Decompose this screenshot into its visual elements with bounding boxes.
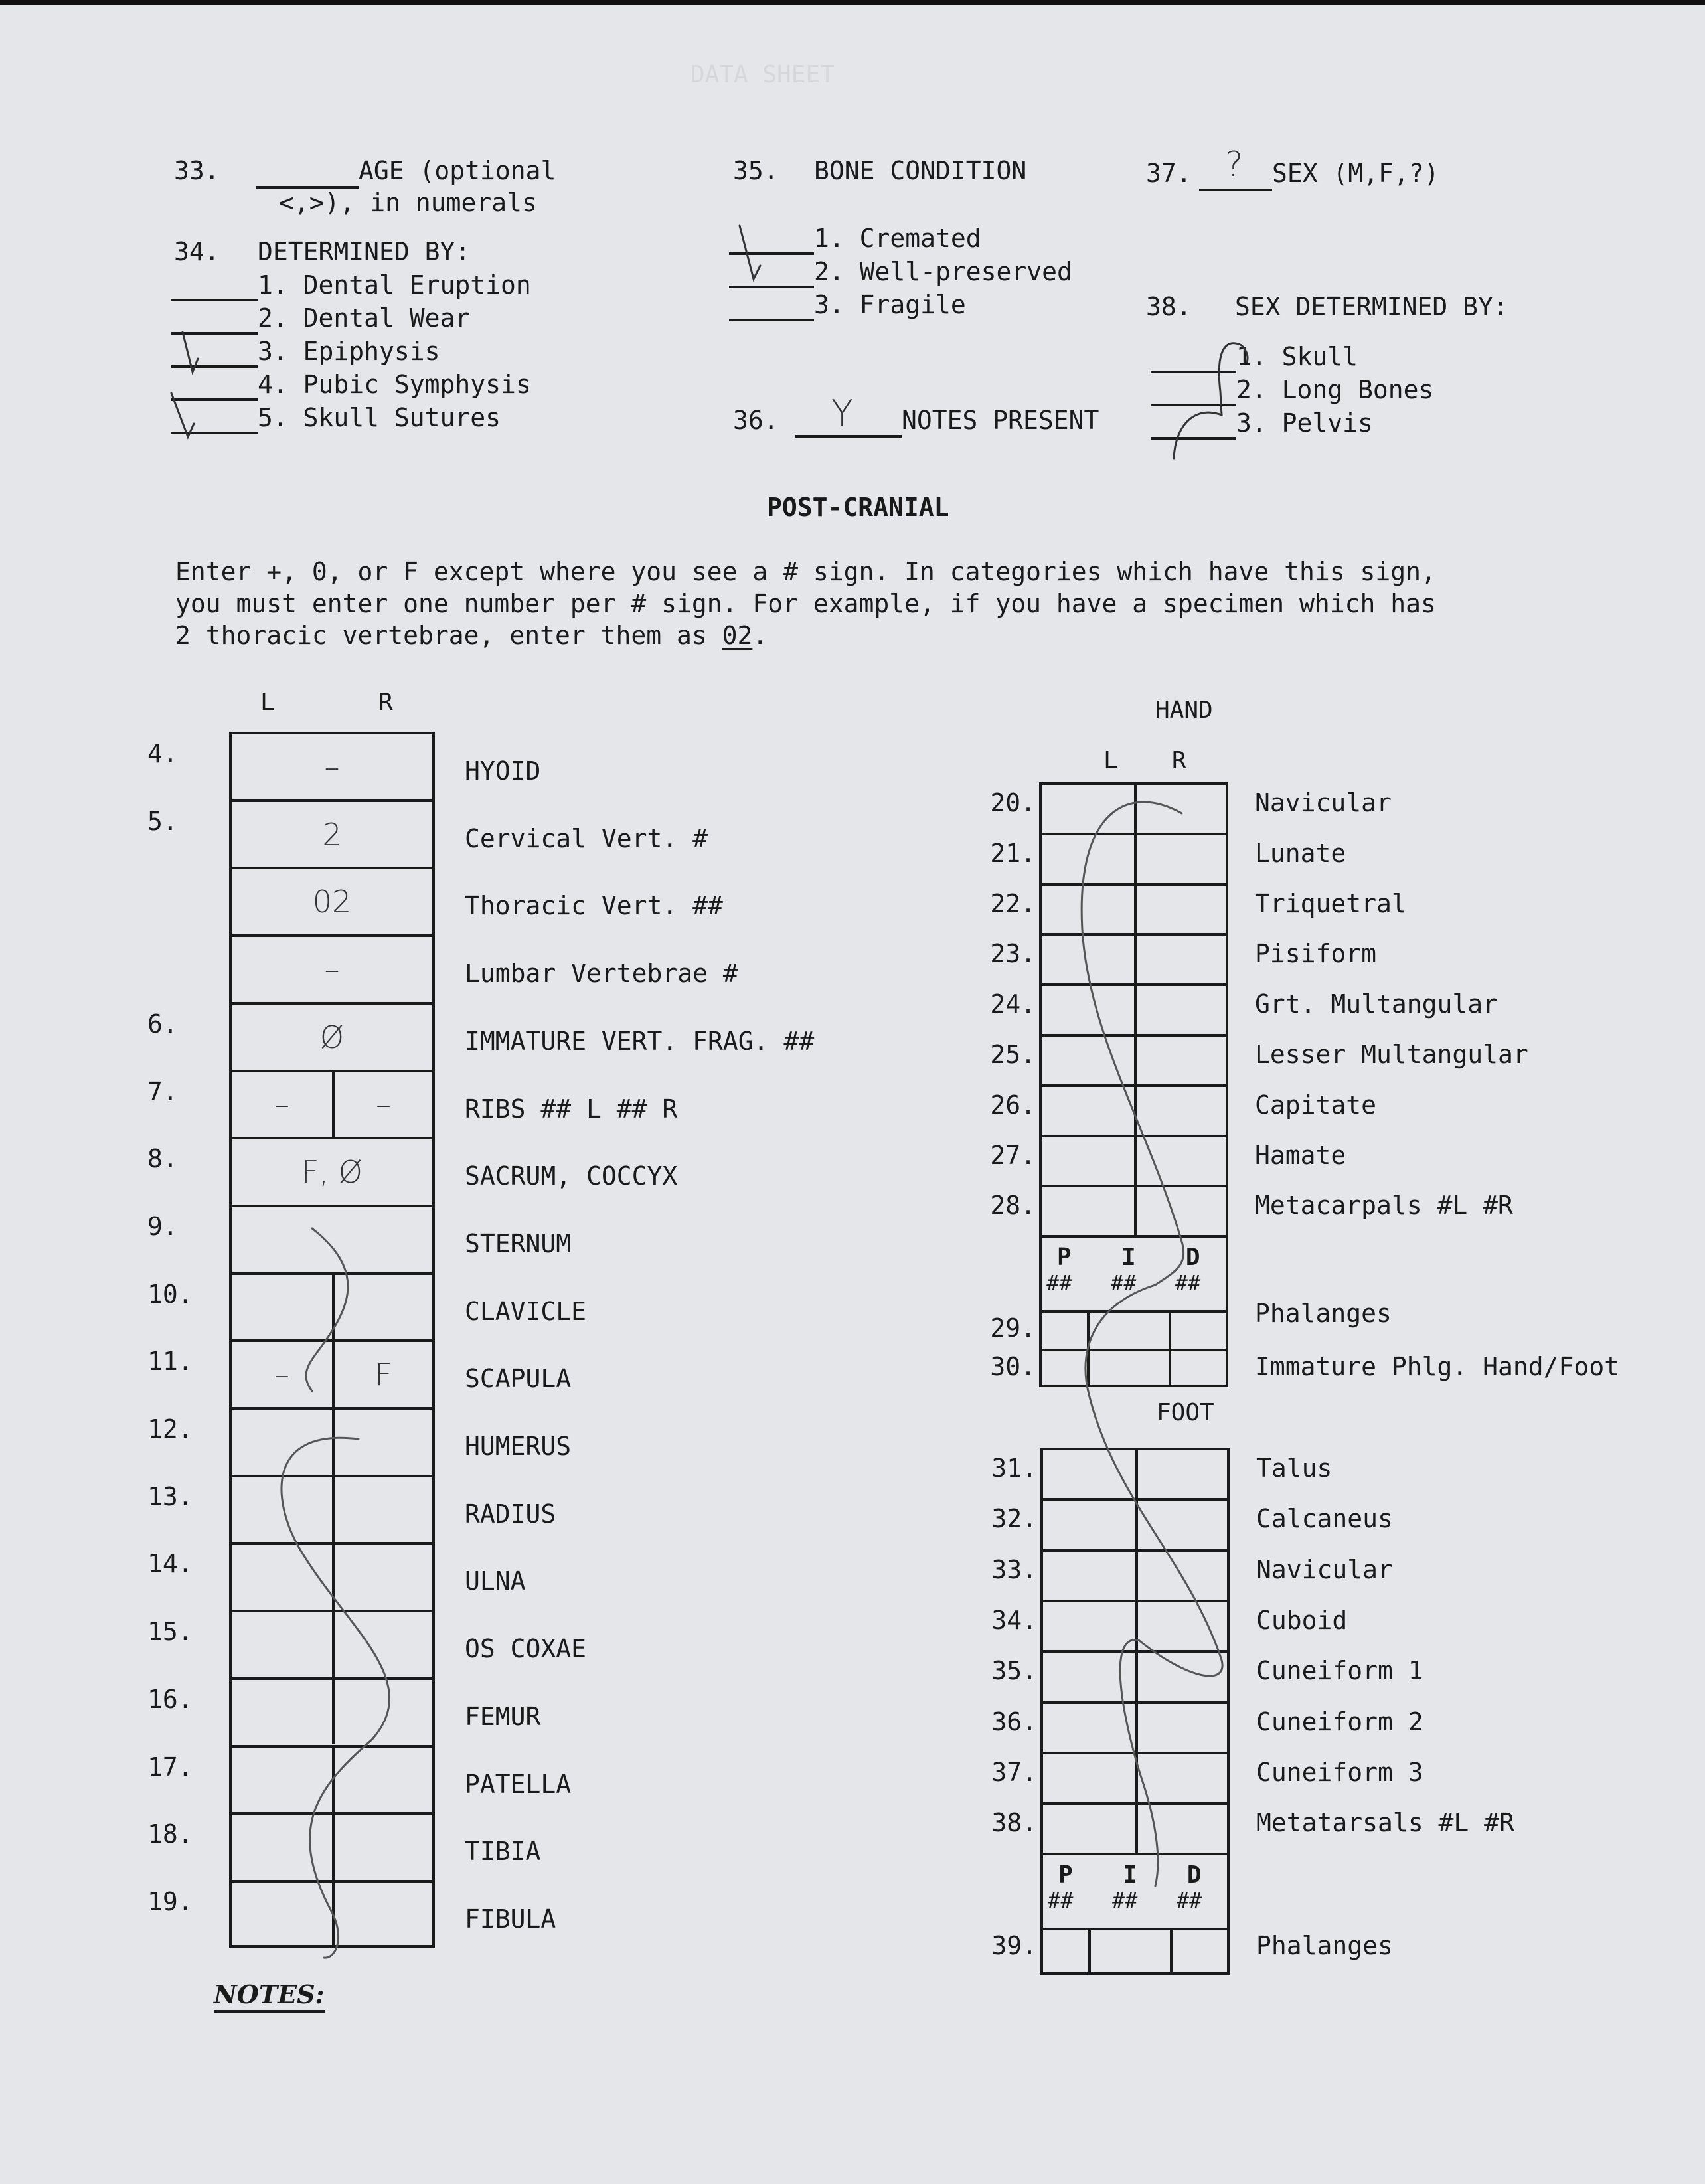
left-row-14-number: 16. [147,1684,193,1714]
notes-label: NOTES: [214,1982,325,2013]
q34-option-3-checkmark [195,333,217,360]
hand-row-6-r-cell[interactable] [1137,1087,1226,1135]
hand-row-3-l-cell[interactable] [1042,936,1134,983]
hand-row-0-r-cell[interactable] [1137,785,1226,833]
left-row-14-l-cell[interactable] [232,1680,332,1745]
left-row-11-label: RADIUS [465,1499,556,1529]
left-row-15-number: 17. [147,1752,193,1782]
left-row-14-r-cell[interactable] [335,1680,432,1745]
left-row-10-number: 12. [147,1414,193,1444]
hand-row-0-label: Navicular [1255,788,1392,817]
foot-table-frame [1040,1448,1230,1975]
q38-option-1-label: 1. Skull [1236,342,1358,371]
q38-option-3-label: 3. Pelvis [1236,408,1373,438]
q38-number: 38. [1146,292,1192,321]
hand-row-7-l-cell[interactable] [1042,1137,1134,1185]
hand-row-2-l-cell[interactable] [1042,886,1134,934]
hand-row-7-label: Hamate [1255,1140,1346,1170]
q34-option-5-checkmark [195,400,217,426]
hand-row-7-number: 27. [990,1140,1036,1170]
hand-row-3-r-cell[interactable] [1137,936,1226,983]
left-row-5-r-cell[interactable]: – [376,1086,391,1123]
q36-number: 36. [733,406,779,435]
left-row-15-l-cell[interactable] [232,1748,332,1813]
foot-row-1-l-cell[interactable] [1043,1501,1135,1549]
foot-row-7-r-cell[interactable] [1138,1805,1228,1853]
hand-row-0-l-cell[interactable] [1042,785,1134,833]
instructions-line-3-suffix: . [752,621,768,650]
foot-row-0-number: 31. [991,1454,1037,1483]
instructions-line-3 [175,623,768,648]
hand-phalanx-row-0-d-cell[interactable] [1171,1313,1226,1349]
left-row-10-label: HUMERUS [465,1432,572,1461]
foot-pid-mark-1: ## [1111,1888,1138,1914]
q33-label-line2: <,>), in numerals [279,188,537,217]
hand-row-4-r-cell[interactable] [1137,986,1226,1034]
foot-phalanx-row-0-number: 39. [991,1931,1037,1961]
left-row-16-number: 18. [147,1819,193,1849]
foot-phalanx-row-0-p-cell[interactable] [1043,1930,1088,1975]
hand-row-8-l-cell[interactable] [1042,1187,1134,1235]
left-row-4-number: 6. [147,1009,178,1039]
hand-row-6-l-cell[interactable] [1042,1087,1134,1135]
hand-phalanx-row-0-i-cell[interactable] [1090,1313,1169,1349]
left-row-16-l-cell[interactable] [232,1815,332,1880]
hand-row-2-r-cell[interactable] [1137,886,1226,934]
foot-row-4-r-cell[interactable] [1138,1653,1228,1701]
hand-row-5-r-cell[interactable] [1137,1037,1226,1084]
foot-row-5-l-cell[interactable] [1043,1704,1135,1752]
q35-option-3-blank[interactable] [729,319,814,321]
left-table-col-l: L [260,689,275,716]
q34-label: DETERMINED BY: [258,237,471,266]
foot-title: FOOT [1157,1399,1214,1426]
hand-row-8-number: 28. [990,1191,1036,1220]
foot-row-6-label: Cuneiform 3 [1256,1757,1423,1787]
foot-row-3-r-cell[interactable] [1138,1602,1228,1650]
left-row-14-label: FEMUR [465,1701,541,1731]
q34-option-1-label: 1. Dental Eruption [258,270,531,299]
foot-pid-header-p: P [1058,1861,1073,1889]
foot-row-7-l-cell[interactable] [1043,1805,1135,1853]
q34-option-3-blank[interactable] [171,365,258,368]
q38-option-2-label: 2. Long Bones [1236,375,1434,404]
left-row-2-cell[interactable]: 02 [312,884,352,920]
left-row-8-number: 10. [147,1279,193,1309]
q33-label-line1: AGE (optional [359,156,556,185]
hand-row-4-l-cell[interactable] [1042,986,1134,1034]
hand-pid-mark-2: ## [1175,1270,1201,1296]
hand-row-8-label: Metacarpals #L #R [1255,1191,1513,1220]
left-row-4-cell[interactable]: Ø [319,1019,345,1055]
foot-row-7-number: 38. [991,1808,1037,1838]
q35-label: BONE CONDITION [814,156,1027,185]
hand-row-7-r-cell[interactable] [1137,1137,1226,1185]
left-row-7-cell[interactable] [232,1207,432,1272]
hand-row-5-l-cell[interactable] [1042,1037,1134,1084]
foot-row-0-label: Talus [1256,1454,1333,1483]
foot-row-3-l-cell[interactable] [1043,1602,1135,1650]
left-row-3-cell[interactable]: – [324,951,340,987]
left-row-6-number: 8. [147,1144,178,1174]
left-row-16-label: TIBIA [465,1837,541,1867]
left-row-9-number: 11. [147,1347,193,1377]
left-row-9-label: SCAPULA [465,1364,572,1394]
q34-option-5-label: 5. Skull Sutures [258,403,501,432]
hand-col-l: L [1103,747,1118,774]
left-row-17-l-cell[interactable] [232,1883,332,1948]
left-row-17-r-cell[interactable] [335,1883,432,1948]
bleed-through-title: DATA SHEET [690,61,835,88]
q34-option-5-blank[interactable] [171,432,258,434]
notes-present-field[interactable] [795,435,902,438]
foot-row-1-r-cell[interactable] [1138,1501,1228,1549]
q33-number: 33. [174,156,220,185]
hand-row-2-number: 22. [990,888,1036,918]
foot-pid-mark-2: ## [1176,1888,1202,1914]
left-row-7-number: 9. [147,1211,178,1241]
q35-number: 35. [733,156,779,185]
instructions-line-2: you must enter one number per # sign. For example, if you have a specimen which has [175,589,1436,618]
left-row-13-label: OS COXAE [465,1634,587,1664]
hand-row-5-label: Lesser Multangular [1255,1040,1528,1069]
left-row-7-label: STERNUM [465,1228,572,1258]
foot-row-4-label: Cuneiform 1 [1256,1656,1423,1686]
left-row-10-l-cell[interactable] [232,1410,332,1475]
notes-present-value: Y [831,392,853,434]
q35-option-1-label: 1. Cremated [814,224,981,253]
hand-pid-mark-0: ## [1046,1270,1072,1296]
hand-row-4-number: 24. [990,989,1036,1019]
hand-phalanx-row-1-number: 30. [990,1352,1036,1382]
foot-row-2-number: 33. [991,1554,1037,1584]
left-row-5-label: RIBS ## L ## R [465,1094,678,1124]
hand-row-6-label: Capitate [1255,1090,1377,1120]
hand-phalanx-row-1-d-cell[interactable] [1171,1351,1226,1387]
left-row-16-r-cell[interactable] [335,1815,432,1880]
instructions-line-3-prefix: 2 thoracic vertebrae, enter them as [175,621,722,650]
left-row-17-number: 19. [147,1887,193,1916]
left-row-0-cell[interactable]: – [324,748,340,785]
foot-phalanx-row-0-d-cell[interactable] [1173,1930,1227,1975]
q35-option-2-checkmark [752,254,775,280]
foot-row-1-number: 32. [991,1504,1037,1534]
hand-row-1-number: 21. [990,838,1036,868]
hand-col-r: R [1172,747,1186,774]
hand-row-3-number: 23. [990,939,1036,969]
hand-phalanx-row-1-p-cell[interactable] [1042,1351,1087,1387]
left-row-1-number: 5. [147,806,178,836]
hand-row-5-number: 25. [990,1040,1036,1069]
q34-option-4-label: 4. Pubic Symphysis [258,370,531,399]
instructions-line-1: Enter +, 0, or F except where you see a # sign. In categories which have this sign, [175,557,1436,586]
left-row-1-cell[interactable]: 2 [322,816,342,853]
foot-row-3-label: Cuboid [1256,1605,1348,1635]
foot-row-5-r-cell[interactable] [1138,1704,1228,1752]
foot-row-1-label: Calcaneus [1256,1504,1393,1534]
foot-phalanx-row-0-i-cell[interactable] [1091,1930,1170,1975]
foot-pid-header-i: I [1122,1861,1137,1889]
q38-option-2-blank[interactable] [1151,404,1236,406]
foot-phalanx-row-0-label: Phalanges [1256,1931,1393,1961]
left-row-8-r-cell[interactable] [335,1275,432,1340]
left-row-8-label: CLAVICLE [465,1296,587,1326]
foot-row-6-r-cell[interactable] [1138,1754,1228,1802]
q38-option-3-blank[interactable] [1151,437,1236,440]
hand-row-4-label: Grt. Multangular [1255,989,1499,1019]
hand-row-0-number: 20. [990,788,1036,817]
left-row-12-r-cell[interactable] [335,1545,432,1610]
hand-phalanx-row-1-label: Immature Phlg. Hand/Foot [1255,1352,1620,1382]
q34-option-3-label: 3. Epiphysis [258,337,440,366]
foot-row-5-label: Cuneiform 2 [1256,1707,1423,1736]
left-row-10-r-cell[interactable] [335,1410,432,1475]
left-row-6-label: SACRUM, COCCYX [465,1161,678,1191]
left-row-15-r-cell[interactable] [335,1748,432,1813]
left-row-2-label: Thoracic Vert. ## [465,891,723,921]
left-row-0-number: 4. [147,739,178,768]
left-row-8-l-cell[interactable] [232,1275,332,1340]
hand-pid-header-d: D [1185,1244,1200,1272]
left-table-frame [229,732,435,1948]
hand-row-6-number: 26. [990,1090,1036,1120]
q38-label: SEX DETERMINED BY: [1235,292,1508,321]
left-row-11-r-cell[interactable] [335,1477,432,1543]
left-row-12-number: 14. [147,1549,193,1579]
post-cranial-title: POST-CRANIAL [767,493,949,522]
left-row-5-l-cell[interactable]: – [274,1086,289,1123]
hand-row-1-label: Lunate [1255,838,1346,868]
q35-option-2-label: 2. Well-preserved [814,257,1072,286]
q34-option-1-blank[interactable] [171,299,258,301]
hand-row-8-r-cell[interactable] [1137,1187,1226,1235]
hand-pid-mark-1: ## [1110,1270,1137,1296]
sex-field[interactable] [1199,189,1272,191]
hand-phalanx-row-0-label: Phalanges [1255,1299,1392,1329]
foot-row-0-r-cell[interactable] [1138,1450,1228,1498]
q34-number: 34. [174,237,220,266]
hand-title: HAND [1155,697,1213,724]
left-row-9-l-cell[interactable]: – [274,1357,289,1393]
hand-pid-header-p: P [1057,1244,1072,1272]
left-table-col-r: R [378,689,393,716]
q37-label: SEX (M,F,?) [1272,159,1439,188]
row-divider [1042,1235,1226,1238]
hand-phalanx-row-0-number: 29. [990,1313,1036,1343]
left-row-11-l-cell[interactable] [232,1477,332,1543]
foot-row-2-r-cell[interactable] [1138,1552,1228,1600]
foot-row-4-number: 35. [991,1656,1037,1686]
hand-row-3-label: Pisiform [1255,939,1377,969]
hand-table-frame [1039,782,1228,1387]
foot-row-2-l-cell[interactable] [1043,1552,1135,1600]
instructions-example: 02 [722,621,753,650]
left-row-13-number: 15. [147,1617,193,1647]
left-row-13-l-cell[interactable] [232,1612,332,1677]
foot-pid-header-d: D [1186,1861,1202,1889]
hand-row-1-r-cell[interactable] [1137,835,1226,883]
left-row-6-cell[interactable]: F, Ø [301,1154,363,1191]
hand-phalanx-row-0-p-cell[interactable] [1042,1313,1087,1349]
q35-option-3-label: 3. Fragile [814,290,966,319]
q34-option-2-label: 2. Dental Wear [258,303,471,333]
scan-top-edge [0,0,1705,5]
sex-value: ? [1225,145,1244,185]
foot-row-0-l-cell[interactable] [1043,1450,1135,1498]
hand-pid-header-i: I [1121,1244,1136,1272]
left-row-0-label: HYOID [465,756,541,786]
left-row-9-r-cell[interactable]: F [374,1357,392,1393]
left-row-15-label: PATELLA [465,1769,572,1799]
left-row-3-label: Lumbar Vertebrae # [465,959,738,989]
left-row-1-label: Cervical Vert. # [465,823,708,853]
foot-row-3-number: 34. [991,1605,1037,1635]
left-row-5-number: 7. [147,1076,178,1106]
left-row-12-l-cell[interactable] [232,1545,332,1610]
q38-option-1-blank[interactable] [1151,371,1236,373]
left-row-17-label: FIBULA [465,1904,556,1934]
q36-label: NOTES PRESENT [902,406,1099,435]
q37-number: 37. [1146,159,1192,188]
foot-pid-mark-0: ## [1048,1888,1074,1914]
foot-row-7-label: Metatarsals #L #R [1256,1808,1514,1838]
left-row-13-r-cell[interactable] [335,1612,432,1677]
foot-row-4-l-cell[interactable] [1043,1653,1135,1701]
left-row-12-label: ULNA [465,1566,526,1596]
hand-phalanx-row-1-i-cell[interactable] [1090,1351,1169,1387]
left-row-4-label: IMMATURE VERT. FRAG. ## [465,1026,815,1056]
foot-row-5-number: 36. [991,1707,1037,1736]
foot-row-2-label: Navicular [1256,1554,1393,1584]
foot-row-6-number: 37. [991,1757,1037,1787]
hand-row-1-l-cell[interactable] [1042,835,1134,883]
left-row-11-number: 13. [147,1481,193,1511]
foot-row-6-l-cell[interactable] [1043,1754,1135,1802]
q35-option-2-blank[interactable] [729,286,814,288]
row-divider [1043,1853,1227,1855]
hand-row-2-label: Triquetral [1255,888,1407,918]
